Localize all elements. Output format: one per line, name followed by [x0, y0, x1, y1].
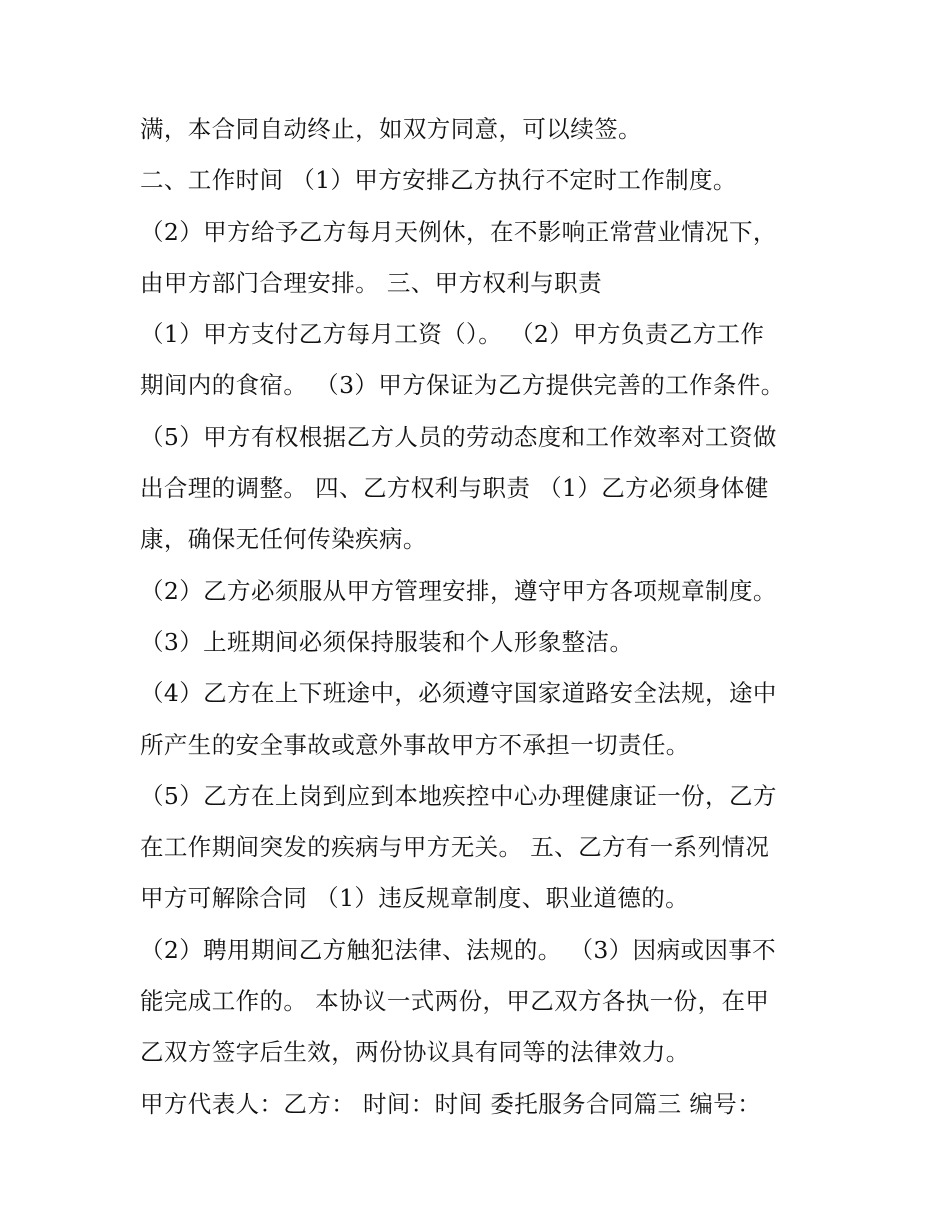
text-line: 甲方代表人：乙方： 时间：时间 委托服务合同篇三 编号：: [140, 1089, 762, 1118]
text-line: （2）甲方给予乙方每月天例休，在不影响正常营业情况下，: [140, 217, 777, 246]
text-line: （2）聘用期间乙方触犯法律、法规的。 （3）因病或因事不: [140, 935, 777, 964]
text-line: 康，确保无任何传染疾病。: [140, 525, 427, 554]
text-line: 能完成工作的。 本协议一式两份，甲乙双方各执一份，在甲: [140, 987, 770, 1016]
document-body: [140, 104, 820, 1130]
text-line: 二、工作时间 （1）甲方安排乙方执行不定时工作制度。: [140, 166, 737, 195]
text-line: 满，本合同自动终止，如双方同意，可以续签。: [140, 115, 642, 143]
text-line: （3）上班期间必须保持服装和个人形象整洁。: [140, 627, 634, 656]
text-line: 由甲方部门合理安排。 三、甲方权利与职责: [140, 268, 602, 297]
text-line: 期间内的食宿。 （3）甲方保证为乙方提供完善的工作条件。: [140, 371, 785, 400]
text-line: （2）乙方必须服从甲方管理安排，遵守甲方各项规章制度。: [140, 576, 777, 605]
text-line: （5）乙方在上岗到应到本地疾控中心办理健康证一份，乙方: [140, 781, 777, 810]
text-line: （4）乙方在上下班途中，必须遵守国家道路安全法规，途中: [140, 679, 777, 708]
text-line: 出合理的调整。 四、乙方权利与职责 （1）乙方必须身体健: [140, 474, 769, 503]
text-line: 在工作期间突发的疾病与甲方无关。 五、乙方有一系列情况: [140, 833, 770, 862]
text-line: 乙双方签字后生效，两份协议具有同等的法律效力。: [140, 1038, 690, 1067]
text-line: （1）甲方支付乙方每月工资（）。 （2）甲方负责乙方工作: [140, 320, 765, 349]
text-line: 所产生的安全事故或意外事故甲方不承担一切责任。: [140, 730, 690, 759]
text-line: 甲方可解除合同 （1）违反规章制度、职业道德的。: [140, 884, 690, 913]
text-line: （5）甲方有权根据乙方人员的劳动态度和工作效率对工资做: [140, 422, 777, 451]
